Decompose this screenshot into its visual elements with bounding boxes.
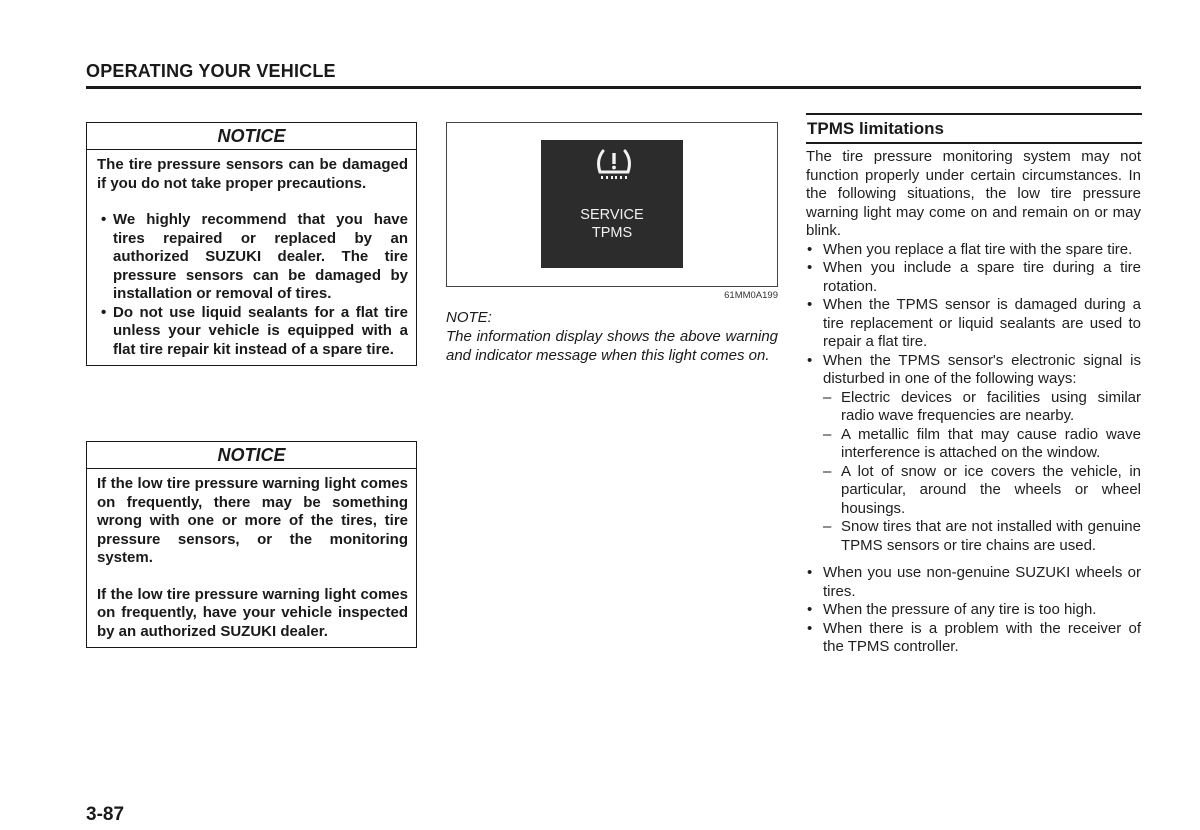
section-intro: The tire pressure monitoring system may not function properly under certain circumstances. In the following situations, the low tire pressure warning light may come on and remain on or may blink. [806,148,1141,239]
list-item: • When the pressure of any tire is too high. [806,601,1141,620]
notice-paragraph: If the low tire pressure warning light comes on frequently, there may be something wrong with one or more of the tires, tire pressure sensors, or the monitoring system. [97,475,408,566]
notice-bullet: • Do not use liquid sealants for a flat tire unless your vehicle is equipped with a flat tire repair kit instead of a spare tire. [97,304,408,360]
notice-box-sensors [86,122,417,366]
sub-list-item: – A metallic film that may cause radio wave interference is attached on the window. [823,426,1141,463]
tpms-warning-icon [594,146,634,182]
sub-list-item: – A lot of snow or ice covers the vehicle, in particular, around the wheels or wheel housings. [823,463,1141,519]
note-label: NOTE: [446,309,492,326]
display-line-service: SERVICE [580,207,644,223]
tpms-limitations-body [806,148,1141,657]
display-line-tpms: TPMS [591,225,633,241]
page-section-title: OPERATING YOUR VEHICLE [86,61,336,81]
notice-title: NOTICE [87,123,416,150]
list-item: • When there is a problem with the receiver of the TPMS controller. [806,620,1141,657]
list-item [806,352,1141,556]
section-title: TPMS limitations [807,119,944,138]
list-item: • When you use non-genuine SUZUKI wheels or tires. [806,564,1141,601]
notice-bullet: • We highly recommend that you have tires repaired or replaced by an authorized SUZUKI dealer. The tire pressure sensors can be damaged by installation or removal of tires. [97,211,408,304]
limitations-list-continued [806,564,1141,657]
info-display [541,140,683,268]
list-item: • When you include a spare tire during a tire rotation. [806,259,1141,296]
header-rule [86,86,1141,89]
notice-title: NOTICE [87,442,416,469]
notice-body [87,469,416,647]
notice-box-warning-light [86,441,417,648]
list-item-text: When the TPMS sensor's electronic signal is disturbed in one of the following ways: [823,351,1141,387]
note-text: The information display shows the above warning and indicator message when this light comes on. [446,328,778,364]
notice-intro: The tire pressure sensors can be damaged if you do not take proper precautions. [97,156,408,192]
limitations-list [806,241,1141,556]
section-rule-bottom [806,142,1142,144]
figure-code: 61MM0A199 [724,290,778,301]
section-rule-top [806,113,1142,115]
notice-paragraph: If the low tire pressure warning light comes on frequently, have your vehicle inspected by an authorized SUZUKI dealer. [97,585,408,640]
page-number: 3-87 [86,804,125,825]
list-item: • When the TPMS sensor is damaged during a tire replacement or liquid sealants are used to repair a flat tire. [806,296,1141,352]
sub-list-item: – Electric devices or facilities using similar radio wave frequencies are nearby. [823,389,1141,426]
sub-list [823,389,1141,556]
notice-body [87,150,416,365]
list-item: • When you replace a flat tire with the spare tire. [806,241,1141,260]
notice-bullet-list [97,211,408,359]
sub-list-item: – Snow tires that are not installed with genuine TPMS sensors or tire chains are used. [823,518,1141,555]
